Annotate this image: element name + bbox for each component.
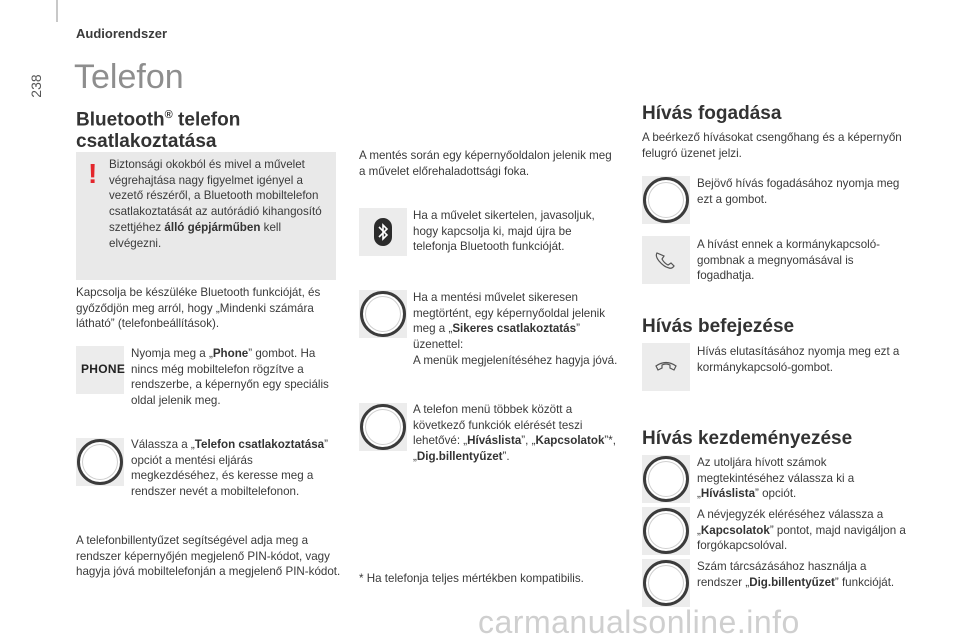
- bluetooth-heading: Bluetooth® telefon csatlakoztatása: [76, 109, 241, 153]
- rotary-knob-icon: [76, 438, 124, 486]
- heading-receive-call: Hívás fogadása: [642, 103, 782, 124]
- call-log-text: Az utoljára hívott számok megtekintéséhez válassza ki a „Híváslista” opciót.: [697, 456, 855, 501]
- step-select-text: Válassza a „Telefon csatlakoztatása” opciót a mentési eljárás megkezdéséhez, és keresse meg a rendszer nevét a mobiltelefonon.: [131, 438, 328, 499]
- end-call-icon: [642, 343, 690, 391]
- safety-warning-box: [76, 152, 336, 280]
- bluetooth-intro: Kapcsolja be készüléke Bluetooth funkcióját, és győződjön meg arról, hogy „Mindenki számára látható” (telefonbeállítások).: [76, 286, 321, 331]
- phone-handset-icon: [642, 236, 690, 284]
- heading-end-call: Hívás befejezése: [642, 316, 795, 337]
- heading-start-call: Hívás kezdeményezése: [642, 428, 853, 449]
- progress-text: A mentés során egy képernyőoldalon jelenik meg a művelet előrehaladottsági foka.: [359, 149, 612, 178]
- phone-button-icon: PHONE: [76, 346, 124, 394]
- margin-line: [56, 0, 58, 22]
- receive-knob-text: Bejövő hívás fogadásához nyomja meg ezt a gombot.: [697, 177, 900, 206]
- end-call-text: Hívás elutasításához nyomja meg ezt a kormánykapcsoló-gombot.: [697, 345, 900, 374]
- dial-text: Szám tárcsázásához használja a rendszer „Dig.billentyűzet” funkcióját.: [697, 560, 895, 589]
- menu-functions-text: A telefon menü többek között a következő funkciók elérését teszi lehetővé: „Híváslista”, „Kapcsolatok”*, „Dig.billentyűzet”.: [413, 403, 616, 464]
- footnote: * Ha telefonja teljes mértékben kompatibilis.: [359, 572, 584, 585]
- rotary-knob-icon: [642, 559, 690, 607]
- exclamation-icon: !: [88, 158, 98, 189]
- fail-text: Ha a művelet sikertelen, javasoljuk, hogy kapcsolja ki, majd újra be telefonja Bluetooth funkcióját.: [413, 209, 595, 254]
- rotary-knob-icon: [359, 290, 407, 338]
- bluetooth-icon: [359, 208, 407, 256]
- receive-wheel-text: A hívást ennek a kormánykapcsoló-gombnak a megnyomásával is fogadhatja.: [697, 238, 881, 283]
- pin-text: A telefonbillentyűzet segítségével adja meg a rendszer képernyőjén megjelenő PIN-kódot, vagy hagyja jóvá mobiltelefonján a megjelenő PIN-kódot.: [76, 534, 341, 579]
- rotary-knob-icon: [642, 507, 690, 555]
- step-phone-text: Nyomja meg a „Phone” gombot. Ha nincs még mobiltelefon rögzítve a rendszerbe, a képernyőn egy speciális oldal jelenik meg.: [131, 347, 329, 408]
- contacts-text: A névjegyzék eléréséhez válassza a „Kapcsolatok” pontot, majd navigáljon a forgókapcsolóval.: [697, 508, 906, 553]
- watermark: carmanualsonline.info: [478, 604, 800, 640]
- page-title: Telefon: [74, 58, 184, 96]
- page-number: 238: [28, 74, 44, 98]
- section-header: Audiorendszer: [76, 26, 168, 41]
- success-text: Ha a mentési művelet sikeresen megtörtént, egy képernyőoldal jelenik meg a „Sikeres csatlakoztatás” üzenettel: A menük megjelenítéséhez hagyja jóvá.: [413, 291, 618, 367]
- receive-intro: A beérkező hívásokat csengőhang és a képernyőn felugró üzenet jelzi.: [642, 131, 902, 160]
- rotary-knob-icon: [642, 455, 690, 503]
- rotary-knob-icon: [359, 403, 407, 451]
- warning-text: Biztonsági okokból és mivel a művelet végrehajtása nagy figyelmet igényel a vezető részéről, a Bluetooth mobiltelefon csatlakoztatását az autórádió kihangosító szettjéhez álló gépjárműben kell elvégezni.: [109, 158, 322, 250]
- rotary-knob-icon: [642, 176, 690, 224]
